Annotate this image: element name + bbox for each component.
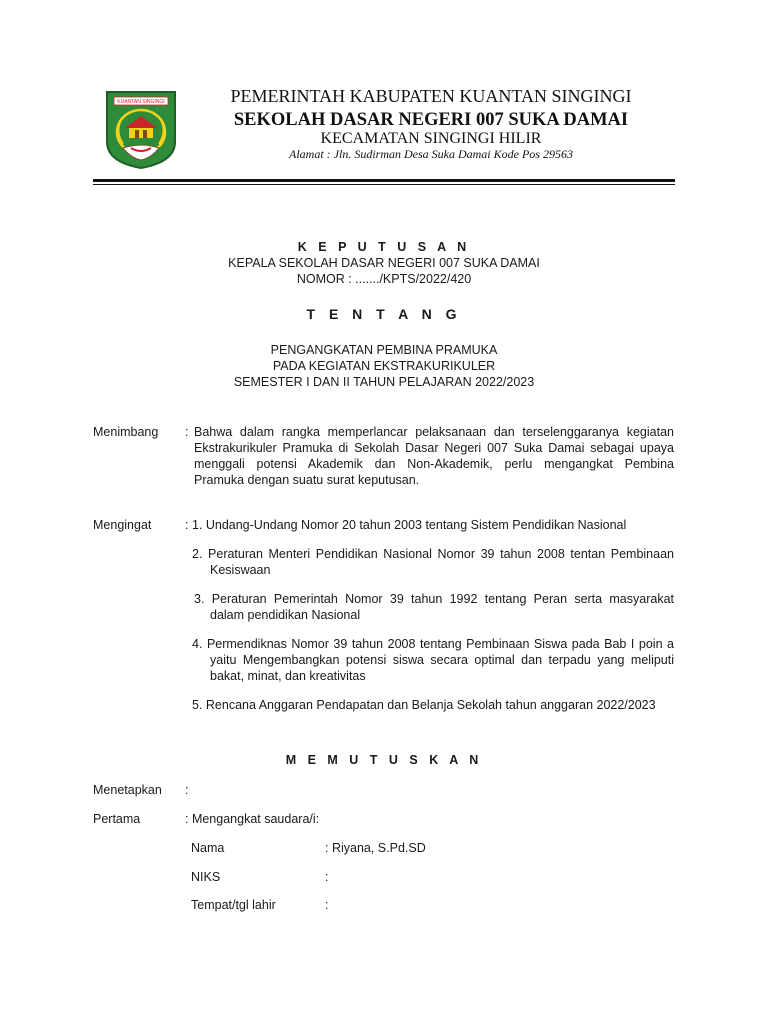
- pertama-text: : Mengangkat saudara/i:: [185, 812, 320, 826]
- mengingat-item-2: 2. Peraturan Menteri Pendidikan Nasional Nomor 39 tahun 2008 tentan Pembinaan: [192, 547, 674, 561]
- subject-line-2: PADA KEGIATAN EKSTRAKURIKULER: [272, 359, 496, 373]
- menimbang-line: Bahwa dalam rangka memperlancar pelaksanaan dan terselenggaranya kegiatan: [194, 425, 674, 439]
- mengingat-item-4-cont: bakat, minat, dan kreativitas: [210, 669, 366, 683]
- field-value-birth: :: [325, 898, 329, 912]
- menetapkan-colon: :: [185, 783, 189, 797]
- letterhead-government: PEMERINTAH KABUPATEN KUANTAN SINGINGI: [230, 86, 632, 106]
- mengingat-item-4-cont: yaitu Mengembangkan potensi siswa secara optimal dan terpadu yang meliputi: [210, 653, 674, 667]
- decree-title: K E P U T U S A N: [297, 240, 471, 254]
- letterhead-divider-thick: [93, 179, 675, 182]
- about-heading: T E N T A N G: [306, 306, 462, 322]
- pertama-label: Pertama: [93, 812, 141, 826]
- mengingat-item-1: : 1. Undang-Undang Nomor 20 tahun 2003 tentang Sistem Pendidikan Nasional: [185, 518, 627, 532]
- field-value-nama: : Riyana, S.Pd.SD: [325, 841, 426, 855]
- menimbang-line: Pramuka dengan suatu surat keputusan.: [194, 473, 420, 487]
- logo-text: KUANTAN SINGINGI: [117, 99, 165, 106]
- letterhead-district: KECAMATAN SINGINGI HILIR: [320, 130, 542, 147]
- mengingat-item-2-cont: Kesiswaan: [210, 563, 271, 577]
- field-label-niks: NIKS: [191, 870, 221, 884]
- mengingat-label: Mengingat: [93, 518, 152, 532]
- mengingat-item-5: 5. Rencana Anggaran Pendapatan dan Belanja Sekolah tahun anggaran 2022/2023: [192, 698, 656, 712]
- menimbang-label: Menimbang: [93, 425, 159, 439]
- menetapkan-label: Menetapkan: [93, 783, 162, 797]
- menimbang-colon: :: [185, 425, 189, 439]
- mengingat-item-3-cont: dalam pendidikan Nasional: [210, 608, 361, 622]
- mengingat-item-4: 4. Permendiknas Nomor 39 tahun 2008 tentang Pembinaan Siswa pada Bab I poin a: [192, 637, 674, 651]
- menimbang-line: menggali potensi Akademik dan Non-Akademik, perlu mengangkat Pembina: [194, 457, 674, 471]
- letterhead-divider-thin: [93, 184, 675, 185]
- subject-line-1: PENGANGKATAN PEMBINA PRAMUKA: [270, 343, 498, 357]
- decree-number: NOMOR : ......./KPTS/2022/420: [296, 272, 472, 286]
- field-label-nama: Nama: [191, 841, 225, 855]
- memutuskan-heading: M E M U T U S K A N: [285, 753, 483, 767]
- mengingat-item-3: 3. Peraturan Pemerintah Nomor 39 tahun 1992 tentang Peran serta masyarakat: [194, 592, 674, 606]
- letterhead-school-name: SEKOLAH DASAR NEGERI 007 SUKA DAMAI: [233, 110, 629, 130]
- subject-line-3: SEMESTER I DAN II TAHUN PELAJARAN 2022/2023: [233, 375, 535, 389]
- menimbang-line: Ekstrakurikuler Pramuka di Sekolah Dasar Negeri 007 Suka Damai sebagai upaya: [194, 441, 674, 455]
- field-value-niks: :: [325, 870, 329, 884]
- letterhead-address: Alamat : Jln. Sudirman Desa Suka Damai Kode Pos 29563: [289, 147, 573, 161]
- field-label-birth: Tempat/tgl lahir: [191, 898, 276, 912]
- decree-issuer: KEPALA SEKOLAH DASAR NEGERI 007 SUKA DAMAI: [228, 256, 540, 270]
